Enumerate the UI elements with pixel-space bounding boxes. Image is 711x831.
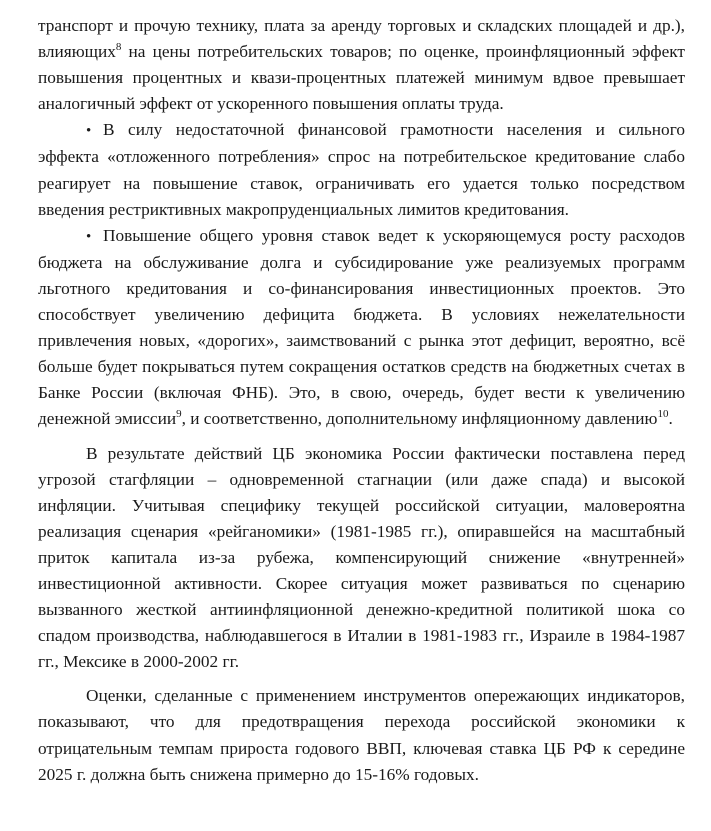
text-run: В силу недостаточной финансовой грамотности населения и сильного эффекта «отложенного потребления» спрос на потребительское кредитование слабо реагирует на повышение ставок, ограничивать его удается только посредством введения рестриктивных макропруденциальных лимитов кредитования. [38,120,685,219]
footnote-ref-8[interactable]: 8 [115,41,122,54]
text-run: на цены потребительских товаров; по оценке, проинфляционный эффект повышения процентных и квази-процентных платежей минимум вдвое превышает аналогичный эффект от ускоренного повышения оплаты труда. [38,42,685,114]
bullet-item-budget-deficit [38,223,685,433]
text-run: , и соответственно, дополнительному инфляционному давлению [181,409,658,429]
bullet-icon: • [86,123,92,140]
text-run: Оценки, сделанные с применением инструментов опережающих индикаторов, показывают, что для предотвращения перехода российской экономики к отрицательным темпам прироста годового ВВП, ключевая ставка ЦБ РФ к середине 2025 г. должна быть снижена примерно до 15-16% годовых. [38,686,685,784]
paragraph-estimates [38,683,685,787]
bullet-item-financial-literacy [38,117,685,222]
paragraph-continuation [38,13,685,117]
bullet-icon: • [86,228,92,245]
text-run: Повышение общего уровня ставок ведет к ускоряющемуся росту расходов бюджета на обслуживание долга и субсидирование уже реализуемых программ льготного кредитования и со-финансирования инвестиционных проектов. Это способствует увеличению дефицита бюджета. В условиях нежелательности привлечения новых, «дорогих», заимствований с рынка этот дефицит, вероятно, всё больше будет покрываться путем сокращения остатков средств на бюджетных счетах в Банке России (включая ФНБ). Это, в свою, очередь, будет вести к увеличению денежной эмиссии [38,225,685,429]
footnote-ref-9[interactable]: 9 [176,408,182,421]
text-run: . [668,409,673,429]
footnote-ref-10[interactable]: 10 [657,408,669,421]
document-page [38,13,685,788]
text-run: В результате действий ЦБ экономика России фактически поставлена перед угрозой стагфляции – одновременной стагнации (или даже спада) и высокой инфляции. Учитывая специфику текущей российской ситуации, маловероятна реализация сценария «рейганомики» (1981-1985 гг.), опиравшейся на масштабный приток капитала из-за рубежа, компенсирующий снижение «внутренней» инвестиционной активности. Скорее ситуация может развиваться по сценарию вызванного жесткой антиинфляционной денежно-кредитной политикой шока со спадом производства, наблюдавшегося в Италии в 1981-1983 гг., Израиле в 1984-1987 гг., Мексике в 2000-2002 гг. [38,443,685,672]
paragraph-stagflation [38,441,685,676]
text-run: транспорт и прочую технику, плата за аренду торговых и складских площадей и др.), влияющих [38,16,685,62]
